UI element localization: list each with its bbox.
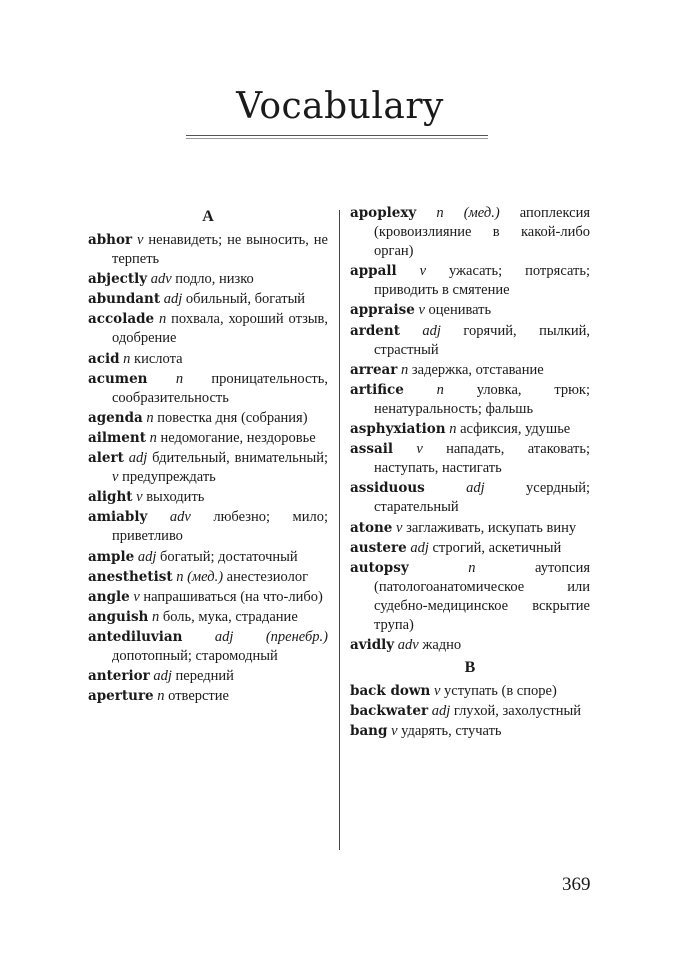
vocabulary-entry [88, 429, 328, 448]
entry-definition: заглаживать, искупать вину [406, 519, 577, 536]
vocabulary-entry [350, 440, 590, 478]
entry-headword: anguish [88, 608, 149, 625]
vocabulary-entry [88, 290, 328, 309]
entry-definition: подло, низко [175, 271, 254, 288]
right-entry-list-a [350, 204, 590, 655]
entry-definition: похвала, хороший отзыв, одобрение [112, 311, 329, 347]
vocabulary-entry [350, 479, 590, 517]
entry-headword: austere [350, 539, 407, 556]
entry-definition: задержка, отставание [411, 361, 544, 378]
entry-definition: анестезиолог [226, 568, 309, 585]
entry-definition: отверстие [168, 688, 229, 705]
entry-headword: arrear [350, 361, 398, 378]
entry-headword: agenda [88, 409, 143, 426]
entry-part-of-speech: adj [466, 480, 485, 497]
entry-part-of-speech: v [136, 489, 143, 506]
vocabulary-entry [350, 539, 590, 558]
entry-headword: ample [88, 548, 135, 565]
entry-part-of-speech: adj [128, 450, 148, 467]
entry-definition: ударять, стучать [401, 723, 502, 740]
entry-definition: глухой, захолустный [453, 703, 581, 720]
entry-part-of-speech: n [436, 205, 444, 221]
vocabulary-entry [350, 636, 590, 655]
entry-part-of-speech: v [396, 519, 403, 536]
entry-part-of-speech: v [391, 723, 398, 740]
vocabulary-entry [88, 409, 328, 428]
entry-part-of-speech: n [176, 568, 184, 585]
entry-headword: ardent [350, 322, 400, 339]
vocabulary-entry [350, 381, 590, 419]
entry-headword: anesthetist [88, 568, 173, 585]
entry-usage-note: (мед.) [187, 568, 224, 585]
entry-part-of-speech: adj [422, 322, 441, 339]
entry-headword: autopsy [350, 559, 409, 576]
vocabulary-entry [88, 370, 328, 408]
vocabulary-entry [88, 231, 328, 269]
entry-definition: асфиксия, удушье [460, 421, 571, 438]
section-letter-a: A [202, 208, 214, 225]
entry-part-of-speech: adv [150, 271, 172, 288]
vocabulary-entry [350, 420, 590, 439]
left-column [88, 204, 328, 707]
entry-definition: проницательность, сообразительность [112, 370, 328, 406]
entry-part-of-speech: adj [214, 628, 234, 645]
vocabulary-entry [350, 262, 590, 300]
section-letter-b: B [464, 659, 476, 677]
entry-definition: нападать, атаковать; наступать, настигать [374, 441, 590, 477]
entry-part-of-speech: v [416, 441, 423, 458]
entry-headword: avidly [350, 637, 395, 654]
vocabulary-entry [350, 519, 590, 538]
entry-part-of-speech: adv [397, 637, 419, 654]
entry-part-of-speech: n [152, 608, 160, 625]
entry-headword: aperture [88, 688, 154, 705]
entry-headword: backwater [350, 703, 429, 720]
entry-definition: выходить [146, 489, 205, 506]
vocabulary-entry [88, 687, 328, 706]
entry-part-of-speech: n [175, 370, 184, 387]
entry-definition: боль, мука, страдание [162, 608, 298, 625]
entry-definition: бдительный, внимательный; [152, 450, 329, 467]
vocabulary-entry [350, 702, 590, 721]
entry-headword: alight [88, 489, 133, 506]
entry-part-of-speech: v [419, 263, 427, 280]
entry-headword: abundant [88, 291, 161, 308]
entry-part-of-speech: v [433, 683, 441, 700]
entry-definition: усердный; старательный [374, 480, 591, 516]
entry-headword: bang [350, 723, 388, 740]
entry-part-of-speech: v [112, 469, 119, 486]
entry-part-of-speech: v [133, 588, 140, 605]
entry-definition: ужасать; потрясать; приводить в смятение [374, 263, 590, 299]
column-divider [339, 210, 340, 850]
entry-definition: допотопный; старомодный [112, 647, 278, 664]
entry-headword: amiably [88, 509, 148, 526]
right-entry-list-b [350, 682, 590, 741]
entry-headword: assail [350, 441, 393, 458]
entry-headword: apoplexy [350, 205, 417, 221]
entry-headword: back down [350, 683, 431, 700]
entry-part-of-speech: n [146, 409, 154, 426]
entry-part-of-speech: n [159, 311, 167, 328]
entry-definition: недомогание, нездоровье [160, 429, 316, 446]
vocabulary-entry [88, 548, 328, 567]
entry-definition: напрашиваться (на что-либо) [143, 588, 323, 605]
entry-part-of-speech: adj [163, 291, 183, 308]
entry-part-of-speech: n [436, 381, 444, 398]
entry-headword: alert [88, 450, 124, 467]
entry-part-of-speech: adj [153, 668, 172, 685]
entry-part-of-speech: n [468, 559, 476, 576]
entry-definition: жадно [422, 637, 462, 654]
entry-definition: оценивать [428, 302, 492, 319]
vocabulary-entry [88, 488, 328, 507]
entry-headword: abhor [88, 232, 133, 248]
entry-part-of-speech: adj [410, 539, 429, 556]
entry-headword: appraise [350, 302, 415, 319]
vocabulary-entry [88, 350, 328, 369]
vocabulary-entry [350, 361, 590, 380]
vocabulary-entry [350, 722, 590, 741]
entry-usage-note: (пренебр.) [265, 628, 329, 645]
vocabulary-entry [88, 449, 328, 487]
entry-headword: appall [350, 263, 397, 280]
vocabulary-entry [88, 628, 328, 666]
entry-definition: уловка, трюк; ненатуральность; фальшь [374, 381, 590, 417]
entry-part-of-speech: n [123, 350, 131, 367]
entry-part-of-speech: n [449, 421, 457, 438]
entry-part-of-speech: adj [137, 548, 157, 565]
entry-headword: assiduous [350, 480, 425, 497]
page-title: Vocabulary [236, 86, 444, 127]
entry-definition: уступать (в споре) [444, 683, 557, 700]
vocabulary-entry [350, 559, 590, 635]
vocabulary-entry [350, 301, 590, 320]
entry-definition: ненавидеть; не выносить, не терпеть [112, 232, 328, 268]
entry-part-of-speech: v [418, 302, 425, 319]
entry-headword: acid [88, 350, 120, 367]
entry-part-of-speech: n [149, 429, 157, 446]
entry-headword: asphyxiation [350, 421, 446, 438]
vocabulary-entry [88, 608, 328, 627]
vocabulary-entry [350, 682, 590, 701]
entry-part-of-speech: v [137, 232, 144, 248]
vocabulary-entry [88, 588, 328, 607]
entry-definition: аутопсия (патологоанатомическое или судебно-медицинское вскрытие трупа) [374, 559, 591, 633]
entry-headword: anterior [88, 668, 150, 685]
vocabulary-entry [88, 508, 328, 546]
page-number: 369 [562, 874, 591, 895]
entry-part-of-speech: n [157, 688, 165, 705]
entry-definition: апоплексия (кровоизлияние в какой-либо орган) [374, 205, 591, 260]
entry-definition: горячий, пылкий, страстный [374, 322, 591, 358]
entry-part-of-speech: adv [169, 509, 191, 526]
entry-usage-note: (мед.) [463, 205, 500, 221]
entry-headword: acumen [88, 370, 148, 387]
left-entry-list [88, 231, 328, 706]
entry-definition: богатый; достаточный [159, 548, 298, 565]
entry-definition: строгий, аскетичный [432, 539, 562, 556]
entry-headword: angle [88, 588, 130, 605]
entry-definition: обильный, богатый [185, 291, 306, 308]
entry-headword: antediluvian [88, 628, 183, 645]
title-rule [186, 135, 488, 139]
entry-headword: abjectly [88, 271, 148, 288]
vocabulary-entry [88, 310, 328, 348]
entry-headword: ailment [88, 429, 146, 446]
entry-definition: передний [175, 668, 234, 685]
vocabulary-entry [88, 667, 328, 686]
vocabulary-entry [88, 568, 328, 587]
entry-definition: повестка дня (собрания) [157, 409, 308, 426]
entry-definition: кислота [134, 350, 183, 367]
entry-headword: atone [350, 519, 393, 536]
entry-part-of-speech: adj [431, 703, 451, 720]
vocabulary-entry [88, 270, 328, 289]
vocabulary-entry [350, 204, 590, 261]
entry-definition: предупреждать [122, 469, 216, 486]
right-column [350, 204, 590, 742]
entry-part-of-speech: n [401, 361, 409, 378]
entry-headword: artifice [350, 381, 404, 398]
vocabulary-entry [350, 322, 590, 360]
entry-headword: accolade [88, 311, 155, 328]
entry-definition: любезно; мило; приветливо [112, 509, 328, 545]
